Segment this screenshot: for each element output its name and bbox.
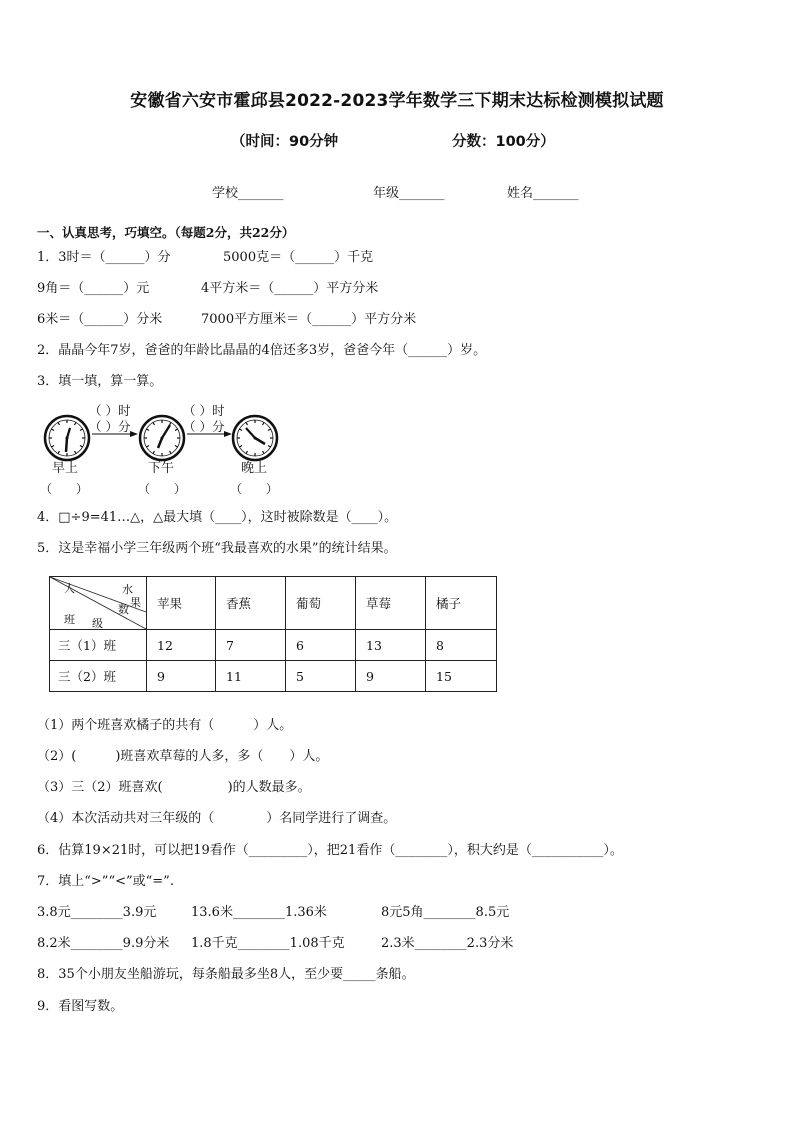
clock-icon bbox=[45, 416, 89, 460]
label-morning: 早上 bbox=[52, 461, 79, 476]
corner-level: 级 bbox=[92, 617, 103, 630]
question-3: 3．填一填，算一算。 bbox=[37, 374, 163, 389]
column-header: 香蕉 bbox=[216, 577, 286, 630]
arrow2-hours: （ ）时 bbox=[183, 403, 225, 418]
corner-fruit: 水 bbox=[122, 583, 133, 596]
answer-blank: （ ） bbox=[230, 482, 279, 496]
question-5: 5．这是幸福小学三年级两个班“我最喜欢的水果”的统计结果。 bbox=[37, 541, 397, 556]
table-cell: 12 bbox=[147, 630, 216, 661]
q1-line2a: 9角＝（______）元 bbox=[37, 281, 150, 296]
clock-diagram bbox=[40, 398, 300, 498]
question-7: 7．填上“>”“<”或“=”. bbox=[37, 874, 174, 889]
table-row bbox=[50, 661, 497, 692]
question-6: 6．估算19×21时，可以把19看作（_________），把21看作（________），积大约是（___________）。 bbox=[37, 843, 623, 858]
table-cell: 8 bbox=[426, 630, 497, 661]
corner-class: 班 bbox=[64, 613, 75, 626]
table-cell: 9 bbox=[147, 661, 216, 692]
table-cell: 11 bbox=[216, 661, 286, 692]
q1-line2b: 4平方米＝（______）平方分米 bbox=[201, 281, 379, 296]
q7-item: 13.6米________1.36米 bbox=[191, 905, 327, 920]
column-header: 葡萄 bbox=[286, 577, 356, 630]
question-4: 4．□÷9=41…△，△最大填（____），这时被除数是（____）。 bbox=[37, 510, 398, 525]
question-9: 9．看图写数。 bbox=[37, 999, 124, 1014]
question-2: 2．晶晶今年7岁，爸爸的年龄比晶晶的4倍还多3岁，爸爸今年（______）岁。 bbox=[37, 343, 487, 358]
question-5-3: （3）三（2）班喜欢( )的人数最多。 bbox=[37, 780, 311, 795]
question-8: 8．35个小朋友坐船游玩，每条船最多坐8人，至少要_____条船。 bbox=[37, 967, 415, 982]
corner-person: 人 bbox=[64, 582, 75, 595]
time-limit: （时间：90分钟 bbox=[231, 134, 339, 150]
row-label: 三（2）班 bbox=[50, 661, 147, 692]
table-header-row bbox=[50, 577, 497, 630]
row-label: 三（1）班 bbox=[50, 630, 147, 661]
column-header: 草莓 bbox=[356, 577, 426, 630]
label-evening: 晚上 bbox=[241, 461, 268, 476]
arrow2-minutes: （ ）分 bbox=[183, 419, 225, 434]
table-cell: 13 bbox=[356, 630, 426, 661]
table-cell: 9 bbox=[356, 661, 426, 692]
grade-field: 年级_______ bbox=[373, 186, 445, 201]
q1-line1b: 5000克＝（______）千克 bbox=[223, 250, 374, 265]
page-title: 安徽省六安市霍邱县2022-2023学年数学三下期末达标检测模拟试题 bbox=[130, 91, 664, 111]
corner-count: 数 bbox=[118, 603, 129, 616]
column-header: 苹果 bbox=[147, 577, 216, 630]
table-row bbox=[50, 630, 497, 661]
name-field: 姓名_______ bbox=[507, 186, 579, 201]
table-cell: 15 bbox=[426, 661, 497, 692]
arrow1-hours: （ ）时 bbox=[89, 403, 131, 418]
q1-line3b: 7000平方厘米＝（______）平方分米 bbox=[201, 312, 417, 327]
clock-icon bbox=[140, 416, 184, 460]
answer-blank: （ ） bbox=[138, 482, 187, 496]
q1-line1a: 1．3时＝（______）分 bbox=[37, 250, 171, 265]
question-5-2: （2）( )班喜欢草莓的人多，多（ ）人。 bbox=[37, 749, 329, 764]
label-afternoon: 下午 bbox=[148, 461, 175, 476]
section-heading: 一、认真思考，巧填空。（每题2分，共22分） bbox=[37, 225, 295, 240]
fruit-stats-table bbox=[49, 576, 497, 692]
table-cell: 7 bbox=[216, 630, 286, 661]
answer-blank: （ ） bbox=[40, 482, 89, 496]
q7-item: 8.2米________9.9分米 bbox=[37, 936, 170, 951]
arrow1-minutes: （ ）分 bbox=[89, 419, 131, 434]
corner-guo: 果 bbox=[130, 596, 141, 609]
q7-item: 1.8千克________1.08千克 bbox=[191, 936, 345, 951]
q7-item: 3.8元________3.9元 bbox=[37, 905, 157, 920]
table-cell: 6 bbox=[286, 630, 356, 661]
question-5-4: （4）本次活动共对三年级的（ ）名同学进行了调查。 bbox=[37, 811, 397, 826]
school-field: 学校_______ bbox=[212, 186, 284, 201]
q7-item: 2.3米________2.3分米 bbox=[381, 936, 514, 951]
total-score: 分数：100分） bbox=[452, 134, 555, 150]
diagonal-header-cell bbox=[50, 577, 147, 630]
clock-icon bbox=[233, 416, 277, 460]
column-header: 橘子 bbox=[426, 577, 497, 630]
q1-line3a: 6米＝（______）分米 bbox=[37, 312, 163, 327]
question-5-1: （1）两个班喜欢橘子的共有（ ）人。 bbox=[37, 718, 293, 733]
table-cell: 5 bbox=[286, 661, 356, 692]
q7-item: 8元5角________8.5元 bbox=[381, 905, 510, 920]
